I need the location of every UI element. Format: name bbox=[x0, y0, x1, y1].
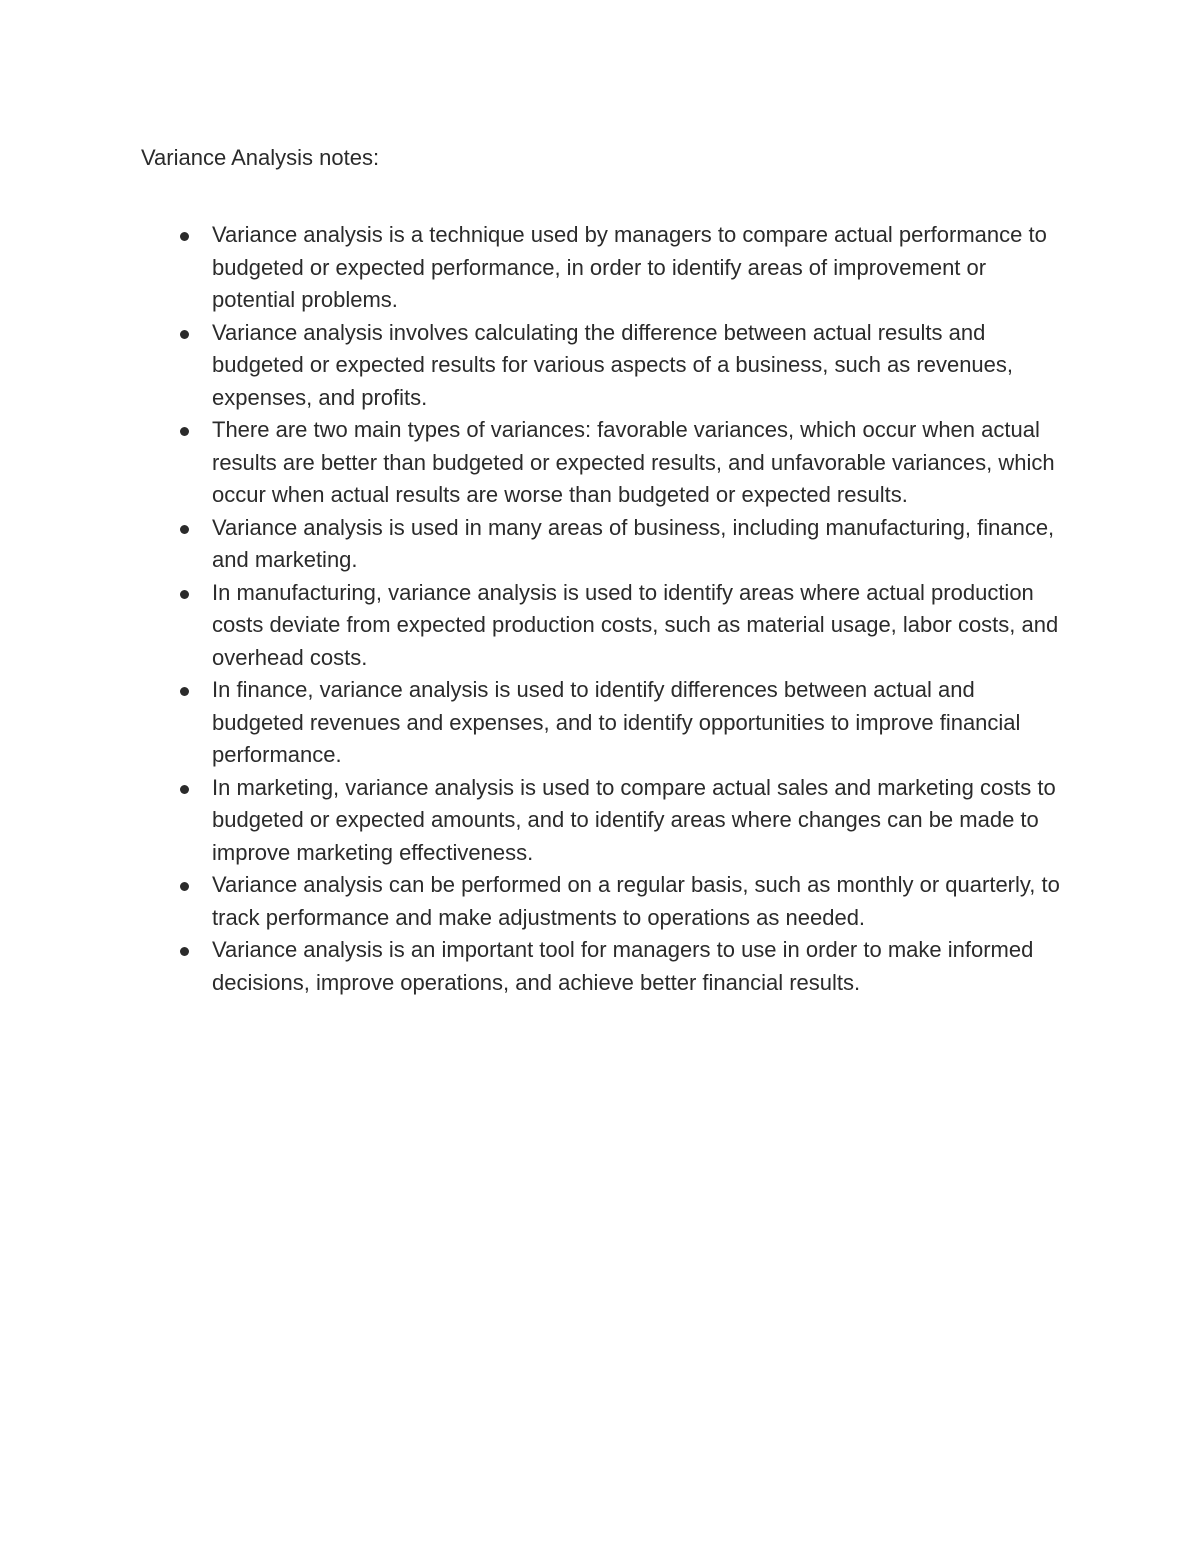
list-item-text: There are two main types of variances: favorable variances, which occur when actual results are better than budgeted or expected results, and unfavorable variances, which occur when actual results are worse than budgeted or expected results. bbox=[212, 417, 1055, 507]
list-item bbox=[141, 674, 1071, 772]
list-item bbox=[141, 317, 1071, 415]
list-item bbox=[141, 869, 1071, 934]
list-item-text: Variance analysis involves calculating the difference between actual results and budgeted or expected results for various aspects of a business, such as revenues, expenses, and profits. bbox=[212, 319, 1014, 410]
bullet-icon bbox=[180, 232, 189, 241]
list-item bbox=[141, 219, 1071, 317]
bullet-icon bbox=[180, 882, 189, 891]
list-item bbox=[141, 577, 1071, 675]
list-item-text: Variance analysis can be performed on a regular basis, such as monthly or quarterly, to track performance and make adjustments to operations as needed. bbox=[212, 872, 1060, 930]
bullet-icon bbox=[180, 947, 189, 956]
list-item-text: Variance analysis is an important tool for managers to use in order to make informed decisions, improve operations, and achieve better financial results. bbox=[212, 937, 1034, 995]
bullet-icon bbox=[180, 785, 189, 794]
bullet-icon bbox=[180, 590, 189, 599]
list-item-text: Variance analysis is used in many areas of business, including manufacturing, finance, and marketing. bbox=[212, 514, 1055, 572]
list-item-text: Variance analysis is a technique used by managers to compare actual performance to budgeted or expected performance, in order to identify areas of improvement or potential problems. bbox=[212, 222, 1047, 312]
bullet-icon bbox=[180, 330, 189, 339]
list-item bbox=[141, 934, 1071, 999]
list-item-text: In marketing, variance analysis is used to compare actual sales and marketing costs to budgeted or expected amounts, and to identify areas where changes can be made to improve marketing effectiveness. bbox=[212, 774, 1056, 865]
list-item-text: In finance, variance analysis is used to identify differences between actual and budgeted revenues and expenses, and to identify opportunities to improve financial performance. bbox=[212, 677, 1021, 767]
notes-list bbox=[141, 219, 1071, 999]
page-title: Variance Analysis notes: bbox=[141, 145, 380, 170]
list-item bbox=[141, 414, 1071, 512]
bullet-icon bbox=[180, 687, 189, 696]
list-item bbox=[141, 512, 1071, 577]
bullet-icon bbox=[180, 427, 189, 436]
list-item bbox=[141, 772, 1071, 870]
bullet-icon bbox=[180, 525, 189, 534]
list-item-text: In manufacturing, variance analysis is used to identify areas where actual production costs deviate from expected production costs, such as material usage, labor costs, and overhead costs. bbox=[212, 579, 1059, 670]
